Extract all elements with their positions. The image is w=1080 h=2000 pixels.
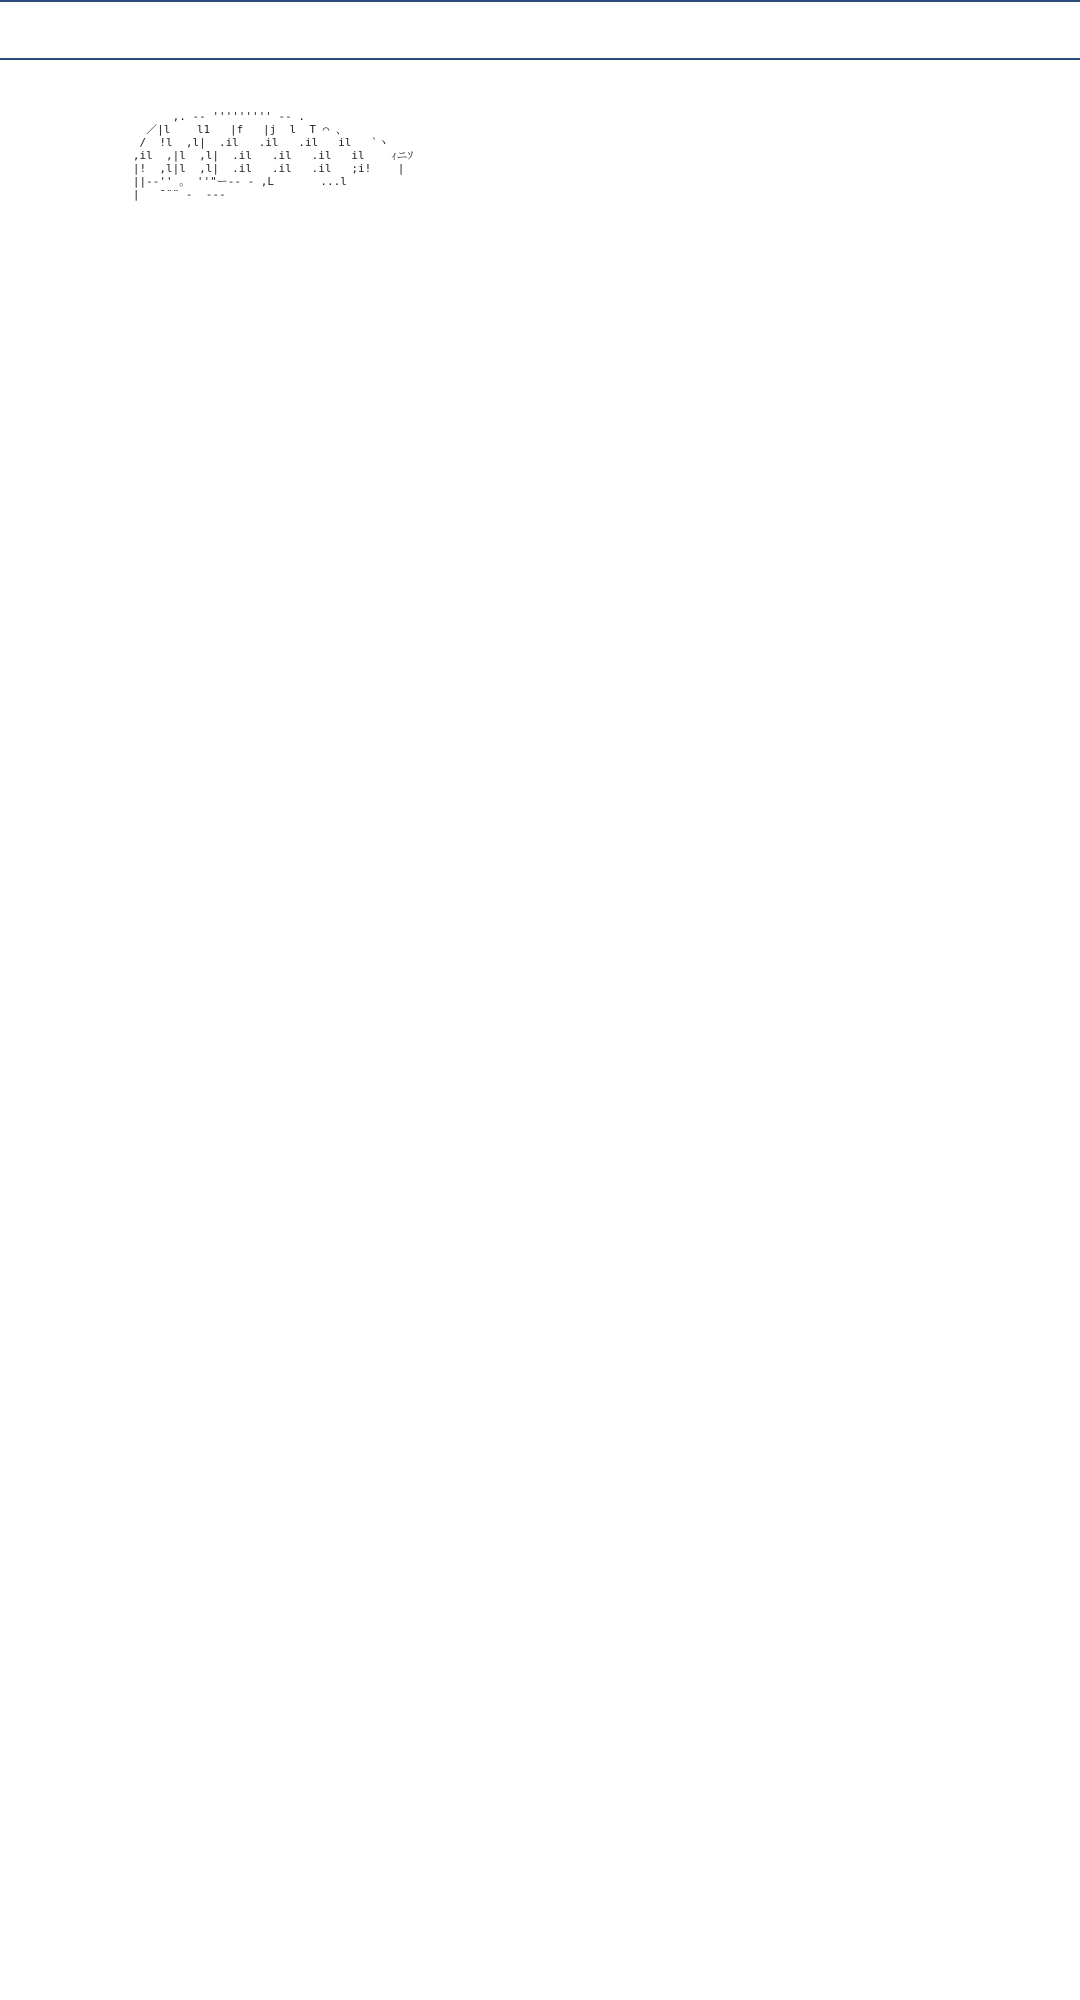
thread-title-bar — [0, 0, 1080, 60]
ascii-art-character: ,. -‐ ''''''''' ‐- . ／|l l1 |f |j l T ⌒ 、 / !l ,l| .il .il .il il `ヽ ,il ,|l ,l| .il .il .il il ｨニｿ |! ,l|l ,l| .il .il .il ;i! | ||‐‐'' 。 ''"ー-- ‐ ,L ...l | ̄ ¨¨ ‐ --- — [132, 110, 414, 201]
